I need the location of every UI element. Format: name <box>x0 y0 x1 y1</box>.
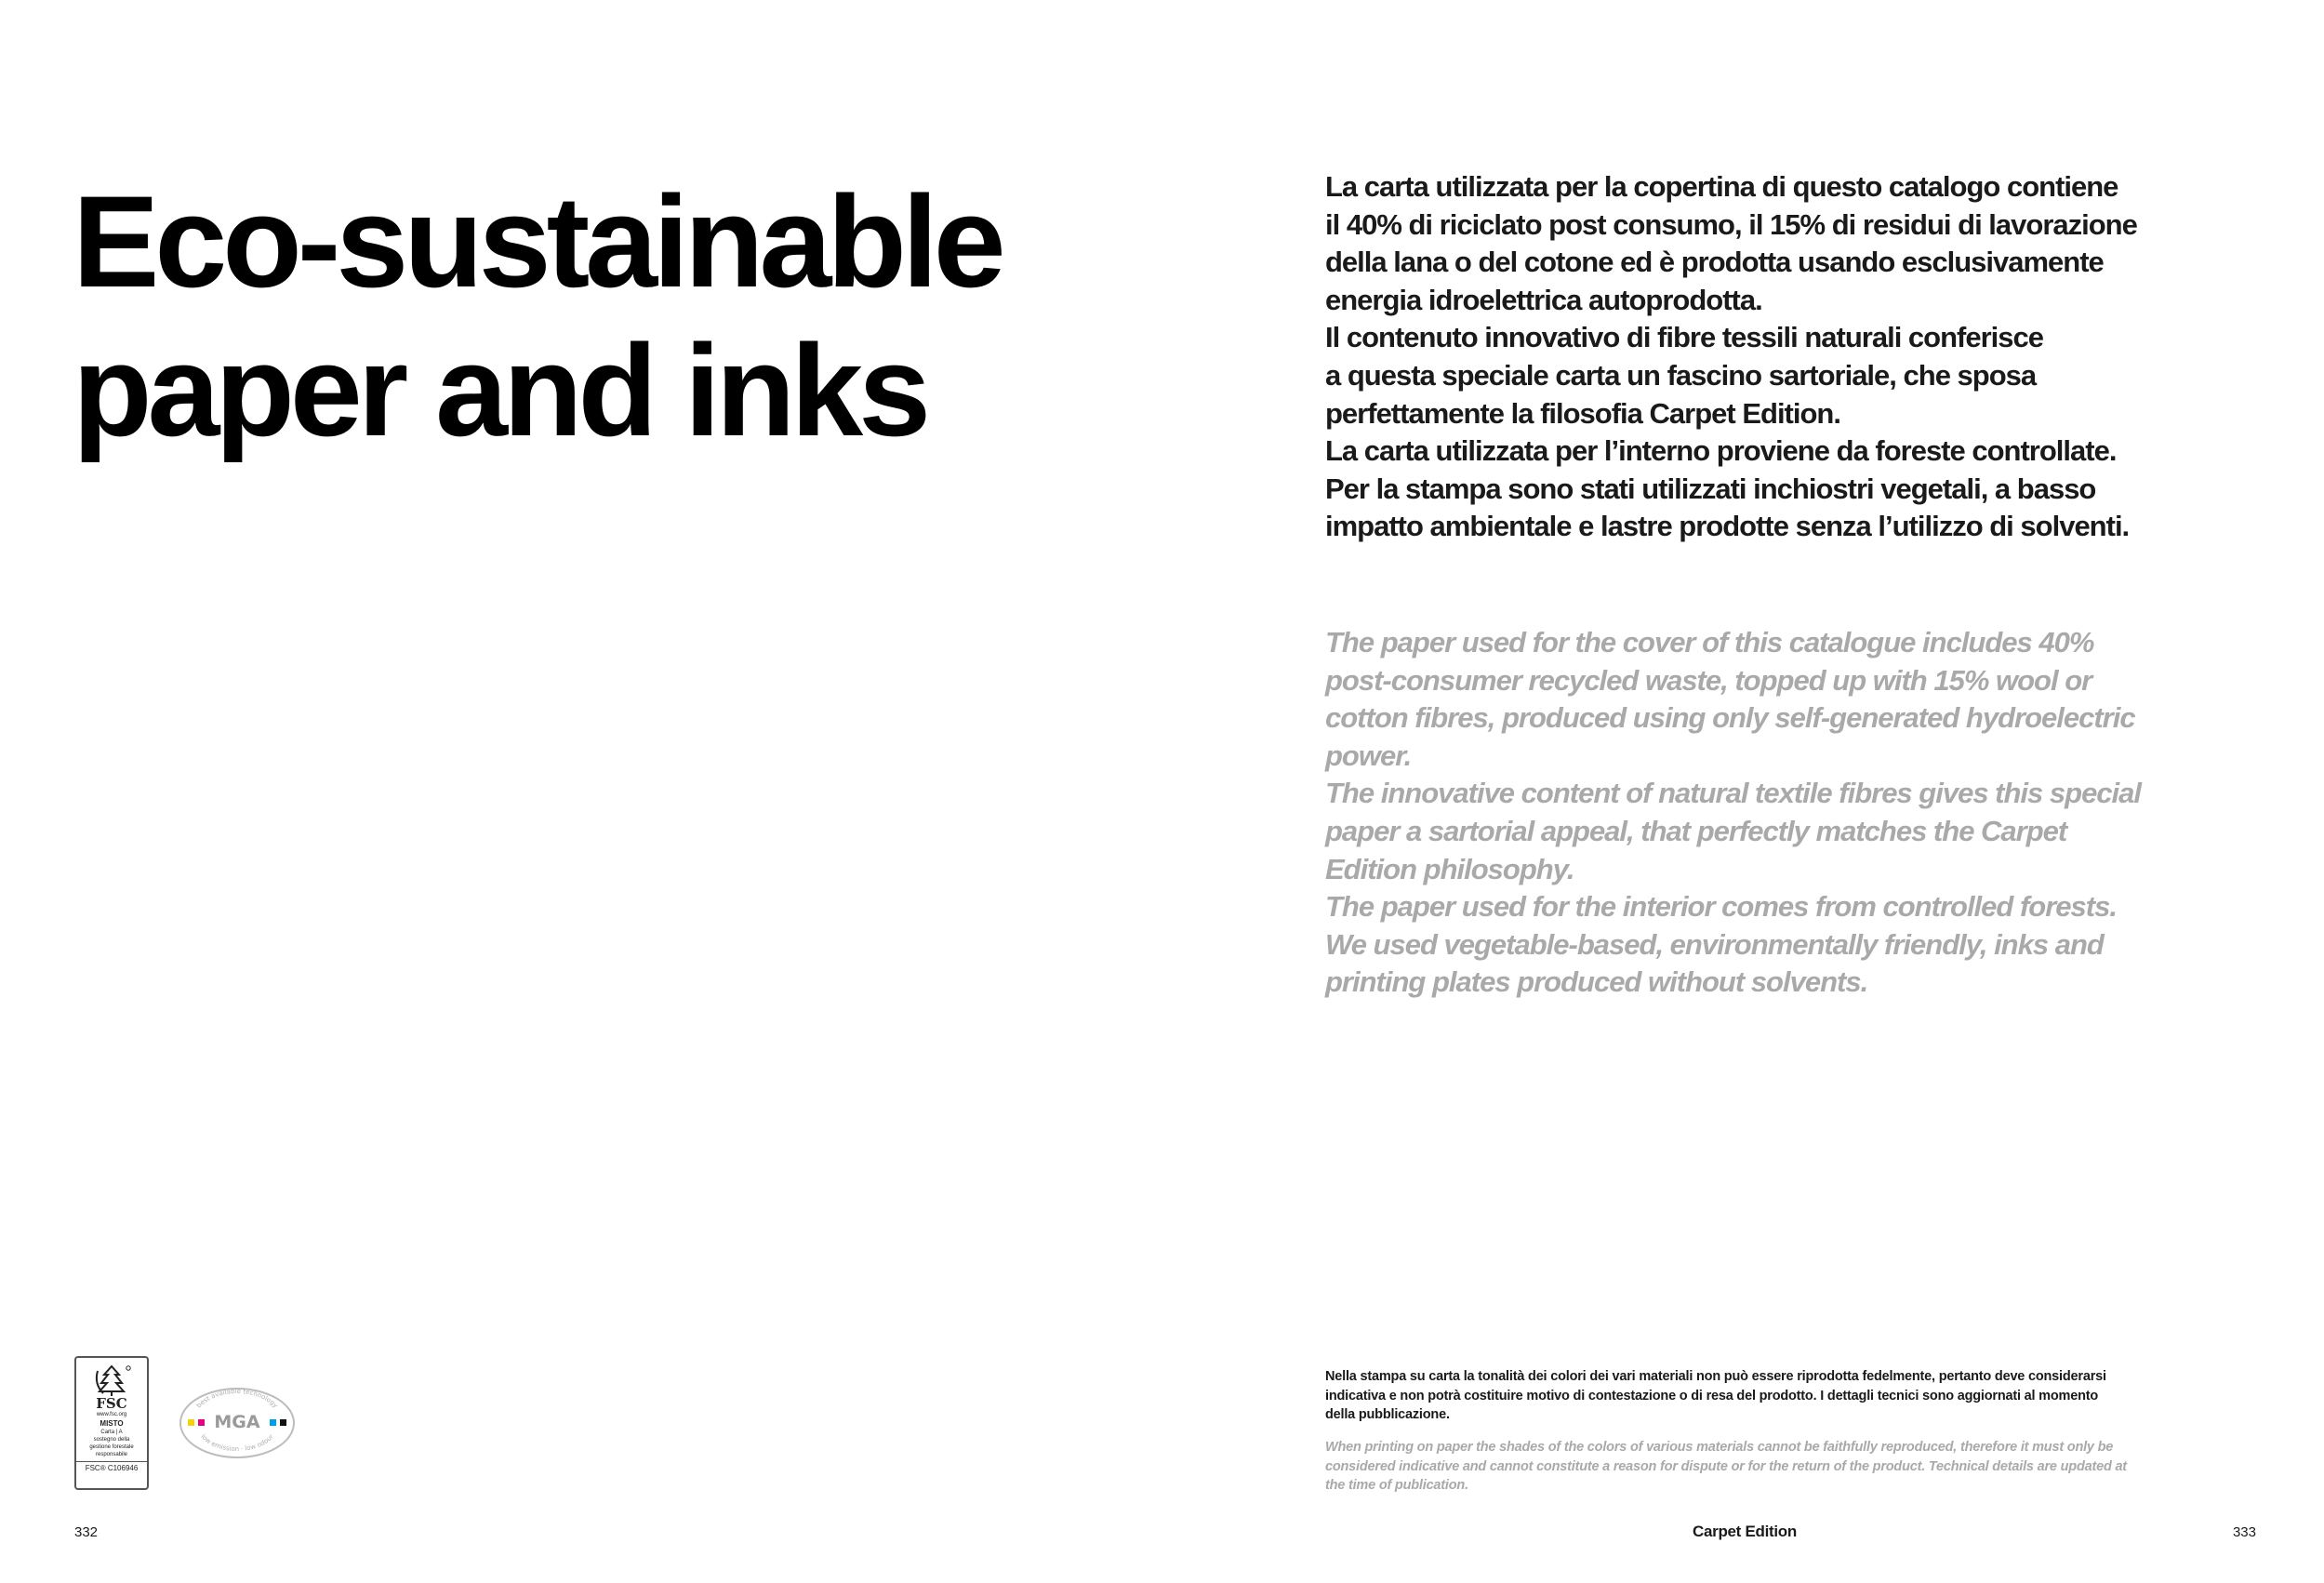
fsc-tree-icon <box>90 1364 133 1397</box>
italian-line: a questa speciale carta un fascino sartoriale, che sposa <box>1325 358 2037 392</box>
english-line: The innovative content of natural textile fibres gives this special <box>1325 777 2142 810</box>
title-line-2: paper and inks <box>73 317 927 463</box>
svg-text:low emission · low odour <box>199 1433 275 1453</box>
english-line: Edition philosophy. <box>1325 852 1574 885</box>
english-line: post-consumer recycled waste, topped up with 15% wool or <box>1325 663 2092 697</box>
disclaimer-line: the time of publication. <box>1325 1478 1468 1493</box>
italian-line: della lana o del cotone ed è prodotta usando esclusivamente <box>1325 246 2104 279</box>
title-line-1: Eco-sustainable <box>73 168 1002 314</box>
italian-line: il 40% di riciclato post consumo, il 15% di residui di lavorazione <box>1325 207 2137 241</box>
disclaimer-english <box>1325 1438 2181 1496</box>
fsc-desc: Carta | A <box>100 1430 123 1435</box>
italian-line: Per la stampa sono stati utilizzati inchiostri vegetali, a basso <box>1325 472 2096 505</box>
english-line: paper a sartorial appeal, that perfectly matches the Carpet <box>1325 814 2067 847</box>
fsc-desc: gestione forestale <box>89 1444 134 1450</box>
italian-line: impatto ambientale e lastre prodotte senza l’utilizzo di solventi. <box>1325 510 2130 543</box>
mga-logo <box>179 1386 296 1460</box>
fsc-logo <box>74 1356 149 1490</box>
english-line: The paper used for the cover of this catalogue includes 40% <box>1325 626 2094 658</box>
svg-text:best available technology <box>195 1388 279 1409</box>
italian-line: perfettamente la filosofia Carpet Edition. <box>1325 396 1840 430</box>
italian-line: La carta utilizzata per l’interno proviene da foreste controllate. <box>1325 434 2117 468</box>
mga-top-arc-text: best available technology <box>194 1387 280 1410</box>
disclaimer-line: della pubblicazione. <box>1325 1407 1450 1422</box>
english-line: printing plates produced without solvents. <box>1325 965 1868 999</box>
mga-brand: MGA <box>214 1412 260 1432</box>
mga-bottom-arc-text: low emission · low odour <box>199 1432 275 1454</box>
page-title <box>73 167 1002 465</box>
italian-paragraph <box>1325 168 2255 546</box>
disclaimer-line: Nella stampa su carta la tonalità dei colori dei vari materiali non può essere riprodotta fedelmente, pertanto deve considerarsi <box>1325 1369 2106 1384</box>
disclaimer-line: When printing on paper the shades of the colors of various materials cannot be faithfully reproduced, therefore it must only be <box>1325 1440 2114 1455</box>
english-paragraph <box>1325 624 2255 1002</box>
footer-title: Carpet Edition <box>1693 1523 1797 1540</box>
fsc-brand: FSC <box>96 1395 127 1412</box>
fsc-url: www.fsc.org <box>96 1412 127 1417</box>
disclaimer-italian <box>1325 1367 2181 1425</box>
italian-line: energia idroelettrica autoprodotta. <box>1325 283 1762 316</box>
page-number-left: 332 <box>74 1524 99 1540</box>
english-line: The paper used for the interior comes from controlled forests. <box>1325 890 2117 924</box>
fsc-label: MISTO <box>100 1419 124 1428</box>
italian-line: Il contenuto innovativo di fibre tessili naturali conferisce <box>1325 321 2043 354</box>
english-line: power. <box>1325 738 1412 772</box>
fsc-desc: responsabile <box>95 1452 128 1457</box>
english-line: We used vegetable-based, environmentally friendly, inks and <box>1325 927 2104 961</box>
disclaimer-line: considered indicative and cannot constitute a reason for dispute or for the return of the product. Technical details are updated at <box>1325 1458 2127 1474</box>
fsc-desc: sostegno della <box>93 1437 130 1443</box>
fsc-code: FSC® C106946 <box>76 1461 147 1473</box>
english-line: cotton fibres, produced using only self-generated hydroelectric <box>1325 701 2135 735</box>
page-number-right: 333 <box>2232 1524 2256 1540</box>
disclaimer-line: indicativa e non potrà costituire motivo di contestazione o di resa del prodotto. I dettagli tecnici sono aggiornati al momento <box>1325 1388 2099 1403</box>
italian-line: La carta utilizzata per la copertina di questo catalogo contiene <box>1325 170 2118 203</box>
